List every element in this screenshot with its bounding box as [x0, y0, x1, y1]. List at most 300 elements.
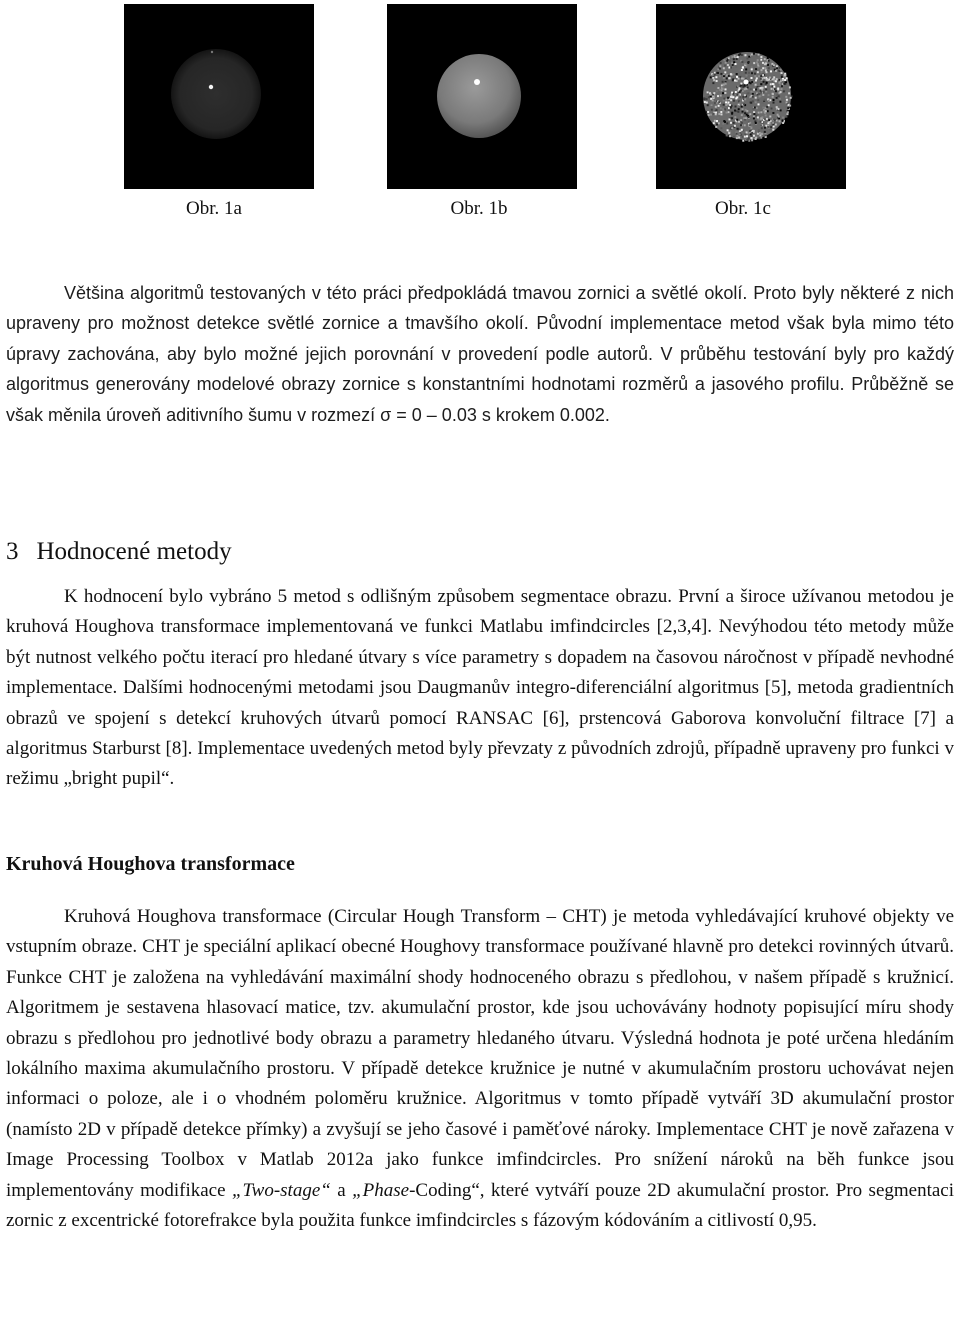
noise-pixel — [715, 113, 717, 115]
noise-pixel — [713, 113, 715, 115]
noise-pixel — [764, 112, 766, 114]
noise-pixel — [750, 137, 752, 139]
noise-pixel — [742, 111, 744, 113]
noise-pixel — [772, 96, 774, 98]
pupil-noisy-image — [656, 4, 846, 189]
noise-pixel — [720, 107, 722, 109]
noise-pixel — [764, 127, 766, 129]
noise-pixel — [735, 91, 737, 93]
noise-pixel — [753, 62, 755, 64]
noise-pixel — [756, 61, 758, 63]
noise-pixel — [767, 110, 769, 112]
noise-pixel — [777, 114, 779, 116]
noise-pixel — [732, 79, 734, 81]
noise-pixel — [739, 132, 741, 134]
noise-pixel — [746, 75, 748, 77]
pupil-dark-image — [124, 4, 314, 189]
noise-pixel — [712, 99, 714, 101]
noise-pixel — [712, 74, 714, 76]
noise-pixel — [754, 130, 756, 132]
noise-pixel — [768, 60, 770, 62]
noise-pixel — [710, 114, 712, 116]
noise-pixel — [720, 111, 722, 113]
noise-pixel — [756, 77, 758, 79]
noise-pixel — [765, 115, 767, 117]
noise-pixel — [718, 111, 720, 113]
noise-pixel — [770, 70, 772, 72]
noise-pixel — [735, 97, 737, 99]
noise-pixel — [723, 98, 725, 100]
noise-pixel — [738, 54, 740, 56]
noise-pixel — [722, 110, 724, 112]
figure-1c-caption: Obr. 1c — [715, 198, 771, 219]
noise-pixel — [732, 96, 734, 98]
noise-pixel — [778, 108, 780, 110]
noise-pixel — [775, 80, 777, 82]
noise-pixel — [751, 135, 753, 137]
noise-pixel — [731, 92, 733, 94]
noise-pixel — [726, 134, 728, 136]
figure-1b-image — [387, 4, 577, 189]
noise-pixel — [752, 130, 754, 132]
noise-pixel — [728, 75, 730, 77]
noise-pixel — [737, 131, 739, 133]
noise-pixel — [724, 121, 726, 123]
noise-pixel — [760, 92, 762, 94]
noise-pixel — [768, 67, 770, 69]
noise-pixel — [725, 104, 727, 106]
noise-pixel — [741, 129, 743, 131]
noise-pixel — [739, 87, 741, 89]
noise-pixel — [755, 84, 757, 86]
section-paragraph: K hodnocení bylo vybráno 5 metod s odlišným způsobem segmentace obrazu. První a široce užívanou metodou je kruhová Houghova transformace implementovaná ve funkci Matlabu imfindcircles [2,3,4]. Nevýhodou této metody může být nutnost velkého počtu iterací pro hledané útvary s více parametry s dopadem na časovou náročnost v případě nevhodné implementace. Dalšími hodnocenými metodami jsou Daugmanův integro-diferenciální algoritmus [5], metoda gradientních obrazů ve spojení s detekcí kruhových útvarů pomocí RANSAC [6], prstencová Gaborova konvoluční filtrace [7] a algoritmus Starburst [8]. Implementace uvedených metod byly převzaty z původních zdrojů, případně upraveny pro funkci v režimu „bright pupil“. — [6, 586, 954, 790]
noise-pixel — [779, 98, 781, 100]
noise-pixel — [731, 60, 733, 62]
noise-pixel — [772, 93, 774, 95]
noise-pixel — [717, 87, 719, 89]
noise-pixel — [744, 133, 746, 135]
noise-pixel — [757, 66, 759, 68]
noise-pixel — [771, 108, 773, 110]
noise-pixel — [763, 81, 765, 83]
noise-pixel — [769, 99, 771, 101]
noise-pixel — [724, 65, 726, 67]
noise-pixel — [762, 102, 764, 104]
noise-pixel — [753, 53, 755, 55]
noise-pixel — [739, 76, 741, 78]
noise-pixel — [745, 72, 747, 74]
noise-pixel — [740, 124, 742, 126]
noise-pixel — [743, 104, 745, 106]
noise-pixel — [762, 87, 764, 89]
noise-pixel — [763, 109, 765, 111]
noise-pixel — [746, 135, 748, 137]
noise-pixel — [764, 99, 766, 101]
noise-pixel — [759, 87, 761, 89]
noise-pixel — [772, 129, 774, 131]
noise-pixel — [776, 106, 778, 108]
noise-pixel — [761, 133, 763, 135]
noise-pixel — [775, 70, 777, 72]
noise-pixel — [710, 95, 712, 97]
noise-pixel — [733, 136, 735, 138]
noise-pixel — [740, 119, 742, 121]
noise-pixel — [742, 136, 744, 138]
noise-pixel — [758, 54, 760, 56]
noise-pixel — [711, 102, 713, 104]
noise-pixel — [773, 102, 775, 104]
noise-pixel — [777, 88, 779, 90]
noise-pixel — [716, 90, 718, 92]
noise-pixel — [751, 81, 753, 83]
noise-pixel — [768, 119, 770, 121]
noise-pixel — [782, 117, 784, 119]
noise-pixel — [745, 68, 747, 70]
noise-pixel — [728, 107, 730, 109]
noise-pixel — [725, 62, 727, 64]
noise-pixel — [755, 122, 757, 124]
noise-pixel — [748, 61, 750, 63]
noise-pixel — [741, 69, 743, 71]
noise-pixel — [760, 59, 762, 61]
noise-pixel — [729, 77, 731, 79]
noise-pixel — [760, 83, 762, 85]
noise-pixel — [776, 97, 778, 99]
noise-pixel — [762, 107, 764, 109]
noise-pixel — [765, 77, 767, 79]
noise-pixel — [750, 102, 752, 104]
noise-pixel — [759, 95, 761, 97]
noise-pixel — [762, 94, 764, 96]
noise-pixel — [758, 93, 760, 95]
noise-pixel — [758, 112, 760, 114]
noise-pixel — [786, 77, 788, 79]
noise-pixel — [759, 132, 761, 134]
noise-pixel — [767, 122, 769, 124]
noise-pixel — [757, 71, 759, 73]
noise-pixel — [749, 113, 751, 115]
noise-pixel — [761, 127, 763, 129]
noise-pixel — [758, 129, 760, 131]
noise-pixel — [716, 109, 718, 111]
noise-pixel — [766, 118, 768, 120]
noise-pixel — [755, 80, 757, 82]
noise-pixel — [780, 69, 782, 71]
noise-pixel — [752, 120, 754, 122]
noise-pixel — [751, 132, 753, 134]
noise-pixel — [772, 80, 774, 82]
noise-pixel — [778, 116, 780, 118]
noise-pixel — [724, 92, 726, 94]
noise-pixel — [783, 83, 785, 85]
noise-pixel — [722, 92, 724, 94]
noise-pixel — [718, 113, 720, 115]
noise-pixel — [733, 58, 735, 60]
noise-pixel — [729, 104, 731, 106]
noise-pixel — [747, 58, 749, 60]
noise-pixel — [757, 133, 759, 135]
noise-pixel — [725, 83, 727, 85]
paragraph-text-part1: Kruhová Houghova transformace (Circular Hough Transform – CHT) je metoda vyhledávající kruhové objekty ve vstupním obraze. CHT je speciální aplikací obecné Houghovy transformace používané hlavně pro detekci rovinných útvarů. Funkce CHT je založena na vyhledávání maximální shody hodnoceného obrazu s předlohou, v našem případě s kružnicí. Algoritmem je sestavena hlasovací matice, tzv. akumulační prostor, kde jsou uchovávány hodnoty popisující míru shody obrazu s předlohou pro jednotlivé body obrazu a parametry hledaného útvaru. Výsledná hodnota je poté určena hledáním lokálního maxima akumulačního prostoru. V případě detekce kružnice je nutné v akumulačním prostoru uchovávat nejen informaci o poloze, ale i o vhodném poloměru kružnice. Algoritmus v tomto případě vytváří 3D akumulační prostor (namísto 2D v případě detekce přímky) a zvyšují se jeho časové i paměťové nároky. Implementace CHT je nově zařazena v Image Processing Toolbox v Matlab 2012a jako funkce imfindcircles. Pro snížení nároků na běh funkce jsou implementovány modifikace — [6, 906, 954, 1201]
noise-pixel — [740, 83, 742, 85]
noise-pixel — [730, 122, 732, 124]
noise-pixel — [729, 135, 731, 137]
noise-pixel — [753, 81, 755, 83]
noise-pixel — [757, 99, 759, 101]
noise-pixel — [780, 79, 782, 81]
noise-pixel — [707, 111, 709, 113]
noise-pixel — [747, 138, 749, 140]
noise-pixel — [713, 79, 715, 81]
noise-pixel — [717, 117, 719, 119]
noise-pixel — [758, 118, 760, 120]
noise-pixel — [761, 71, 763, 73]
noise-pixel — [726, 122, 728, 124]
noise-pixel — [743, 117, 745, 119]
intro-paragraph: Většina algoritmů testovaných v této práci předpokládá tmavou zornici a světlé okolí. Proto byly některé z nich upraveny pro možnost detekce světlé zornice a tmavšího okolí. Původní implementace metod však byla mimo této úpravy zachována, aby bylo možné jejich porovnání v provedení podle autorů. V průběhu testování byly pro každý algoritmus generovány modelové obrazy zornice s konstantními hodnotami rozměrů a jasového profilu. Průběžně se však měnila úroveň aditivního šumu v rozmezí σ = 0 – 0.03 s krokem 0.002. — [6, 283, 954, 425]
noise-pixel — [717, 95, 719, 97]
noise-pixel — [730, 99, 732, 101]
noise-pixel — [745, 117, 747, 119]
noise-pixel — [748, 72, 750, 74]
noise-pixel — [755, 104, 757, 106]
noise-pixel — [744, 136, 746, 138]
noise-pixel — [742, 108, 744, 110]
noise-pixel — [723, 59, 725, 61]
noise-pixel — [739, 96, 741, 98]
noise-pixel — [781, 88, 783, 90]
noise-pixel — [770, 83, 772, 85]
noise-pixel — [772, 112, 774, 114]
noise-pixel — [760, 118, 762, 120]
noise-pixel — [782, 79, 784, 81]
noise-pixel — [755, 53, 757, 55]
noise-pixel — [776, 78, 778, 80]
noise-pixel — [785, 91, 787, 93]
noise-pixel — [727, 129, 729, 131]
noise-pixel — [721, 113, 723, 115]
noise-pixel — [764, 67, 766, 69]
noise-pixel — [756, 94, 758, 96]
noise-pixel — [710, 76, 712, 78]
noise-pixel — [730, 73, 732, 75]
noise-pixel — [760, 111, 762, 113]
noise-pixel — [750, 88, 752, 90]
noise-pixel — [767, 57, 769, 59]
noise-pixel — [707, 91, 709, 93]
noise-pixel — [728, 111, 730, 113]
noise-pixel — [737, 56, 739, 58]
noise-pixel — [771, 85, 773, 87]
noise-pixel — [765, 91, 767, 93]
noise-pixel — [748, 82, 750, 84]
noise-pixel — [766, 82, 768, 84]
noise-pixel — [788, 95, 790, 97]
noise-pixel — [755, 68, 757, 70]
subsection-paragraph — [6, 902, 954, 1236]
noise-pixel — [780, 91, 782, 93]
noise-pixel — [751, 54, 753, 56]
noise-pixel — [773, 64, 775, 66]
noise-pixel — [751, 68, 753, 70]
noise-pixel — [732, 64, 734, 66]
noise-pixel — [760, 137, 762, 139]
noise-pixel — [776, 120, 778, 122]
noise-pixel — [748, 92, 750, 94]
noise-pixel — [751, 139, 753, 141]
noise-pixel — [786, 99, 788, 101]
noise-pixel — [746, 131, 748, 133]
noise-pixel — [710, 94, 712, 96]
noise-pixel — [731, 127, 733, 129]
noise-pixel — [745, 54, 747, 56]
noise-pixel — [746, 114, 748, 116]
noise-pixel — [781, 85, 783, 87]
noise-pixel — [742, 67, 744, 69]
noise-pixel — [757, 59, 759, 61]
noise-pixel — [744, 63, 746, 65]
noise-pixel — [728, 57, 730, 59]
noise-pixel — [755, 137, 757, 139]
noise-pixel — [723, 84, 725, 86]
noise-pixel — [765, 134, 767, 136]
noise-pixel — [737, 85, 739, 87]
noise-pixel — [766, 106, 768, 108]
noise-pixel — [780, 109, 782, 111]
noise-pixel — [767, 126, 769, 128]
noise-pixel — [779, 101, 781, 103]
noise-pixel — [788, 101, 790, 103]
noise-pixel — [738, 137, 740, 139]
noise-pixel — [720, 127, 722, 129]
figure-1a-caption: Obr. 1a — [186, 198, 242, 219]
noise-pixel — [760, 124, 762, 126]
noise-pixel — [741, 122, 743, 124]
noise-pixel — [750, 91, 752, 93]
noise-pixel — [718, 122, 720, 124]
noise-pixel — [765, 89, 767, 91]
noise-pixel — [737, 105, 739, 107]
noise-pixel — [754, 73, 756, 75]
figure-1c-image — [656, 4, 846, 189]
noise-pixel — [775, 124, 777, 126]
noise-pixel — [785, 106, 787, 108]
noise-pixel — [744, 124, 746, 126]
noise-pixel — [734, 116, 736, 118]
noise-pixel — [787, 111, 789, 113]
noise-pixel — [774, 88, 776, 90]
noise-pixel — [744, 88, 746, 90]
noise-pixel — [734, 110, 736, 112]
noise-pixel — [749, 124, 751, 126]
noise-pixel — [726, 112, 728, 114]
noise-pixel — [751, 72, 753, 74]
noise-pixel — [715, 126, 717, 128]
noise-pixel — [728, 128, 730, 130]
noise-pixel — [738, 108, 740, 110]
noise-pixel — [761, 69, 763, 71]
noise-pixel — [771, 88, 773, 90]
noise-pixel — [711, 109, 713, 111]
noise-pixel — [713, 122, 715, 124]
paragraph-text-part2: Coding“, které vytváří pouze 2D akumulační prostor. Pro segmentaci zornic z excentrické fotorefrakce byla použita funkce imfindcircles s fázovým kódováním a citlivostí 0,95. — [6, 1179, 955, 1232]
noise-pixel — [759, 134, 761, 136]
noise-pixel — [725, 88, 727, 90]
noise-pixel — [770, 129, 772, 131]
noise-pixel — [727, 80, 729, 82]
noise-pixel — [748, 56, 750, 58]
noise-pixel — [755, 97, 757, 99]
noise-pixel — [735, 63, 737, 65]
noise-pixel — [716, 80, 718, 82]
noise-pixel — [755, 101, 757, 103]
noise-pixel — [742, 90, 744, 92]
noise-pixel — [716, 120, 718, 122]
noise-pixel — [782, 109, 784, 111]
noise-pixel — [760, 78, 762, 80]
noise-pixel — [729, 118, 731, 120]
noise-pixel — [753, 111, 755, 113]
noise-pixel — [737, 128, 739, 130]
noise-pixel — [731, 56, 733, 58]
noise-pixel — [703, 97, 705, 99]
noise-pixel — [717, 72, 719, 74]
noise-pixel — [753, 117, 755, 119]
noise-pixel — [765, 63, 767, 65]
noise-pixel — [712, 77, 714, 79]
noise-pixel — [739, 102, 741, 104]
noise-pixel — [734, 125, 736, 127]
noise-pixel — [719, 65, 721, 67]
noise-pixel — [738, 61, 740, 63]
noise-pixel — [753, 89, 755, 91]
noise-pixel — [764, 58, 766, 60]
noise-pixel — [787, 113, 789, 115]
section-heading — [6, 538, 232, 566]
noise-pixel — [782, 122, 784, 124]
noise-pixel — [716, 123, 718, 125]
noise-pixel — [751, 127, 753, 129]
noise-pixel — [733, 73, 735, 75]
noise-pixel — [752, 96, 754, 98]
noise-pixel — [731, 96, 733, 98]
noise-pixel — [772, 122, 774, 124]
noise-pixel — [728, 67, 730, 69]
noise-pixel — [723, 99, 725, 101]
noise-pixel — [706, 98, 708, 100]
noise-pixel — [723, 67, 725, 69]
noise-pixel — [771, 78, 773, 80]
noise-pixel — [744, 98, 746, 100]
noise-pixel — [781, 74, 783, 76]
noise-pixel — [704, 101, 706, 103]
noise-pixel — [739, 70, 741, 72]
noise-pixel — [758, 103, 760, 105]
noise-pixel — [706, 102, 708, 104]
noise-pixel — [741, 114, 743, 116]
noise-pixel — [735, 66, 737, 68]
noise-pixel — [742, 140, 744, 142]
noise-pixel — [716, 102, 718, 104]
noise-pixel — [722, 123, 724, 125]
noise-pixel — [736, 58, 738, 60]
noise-pixel — [741, 61, 743, 63]
noise-pixel — [757, 63, 759, 65]
noise-pixel — [733, 122, 735, 124]
noise-pixel — [707, 104, 709, 106]
italic-phase: „Phase- — [352, 1179, 416, 1201]
noise-pixel — [760, 121, 762, 123]
